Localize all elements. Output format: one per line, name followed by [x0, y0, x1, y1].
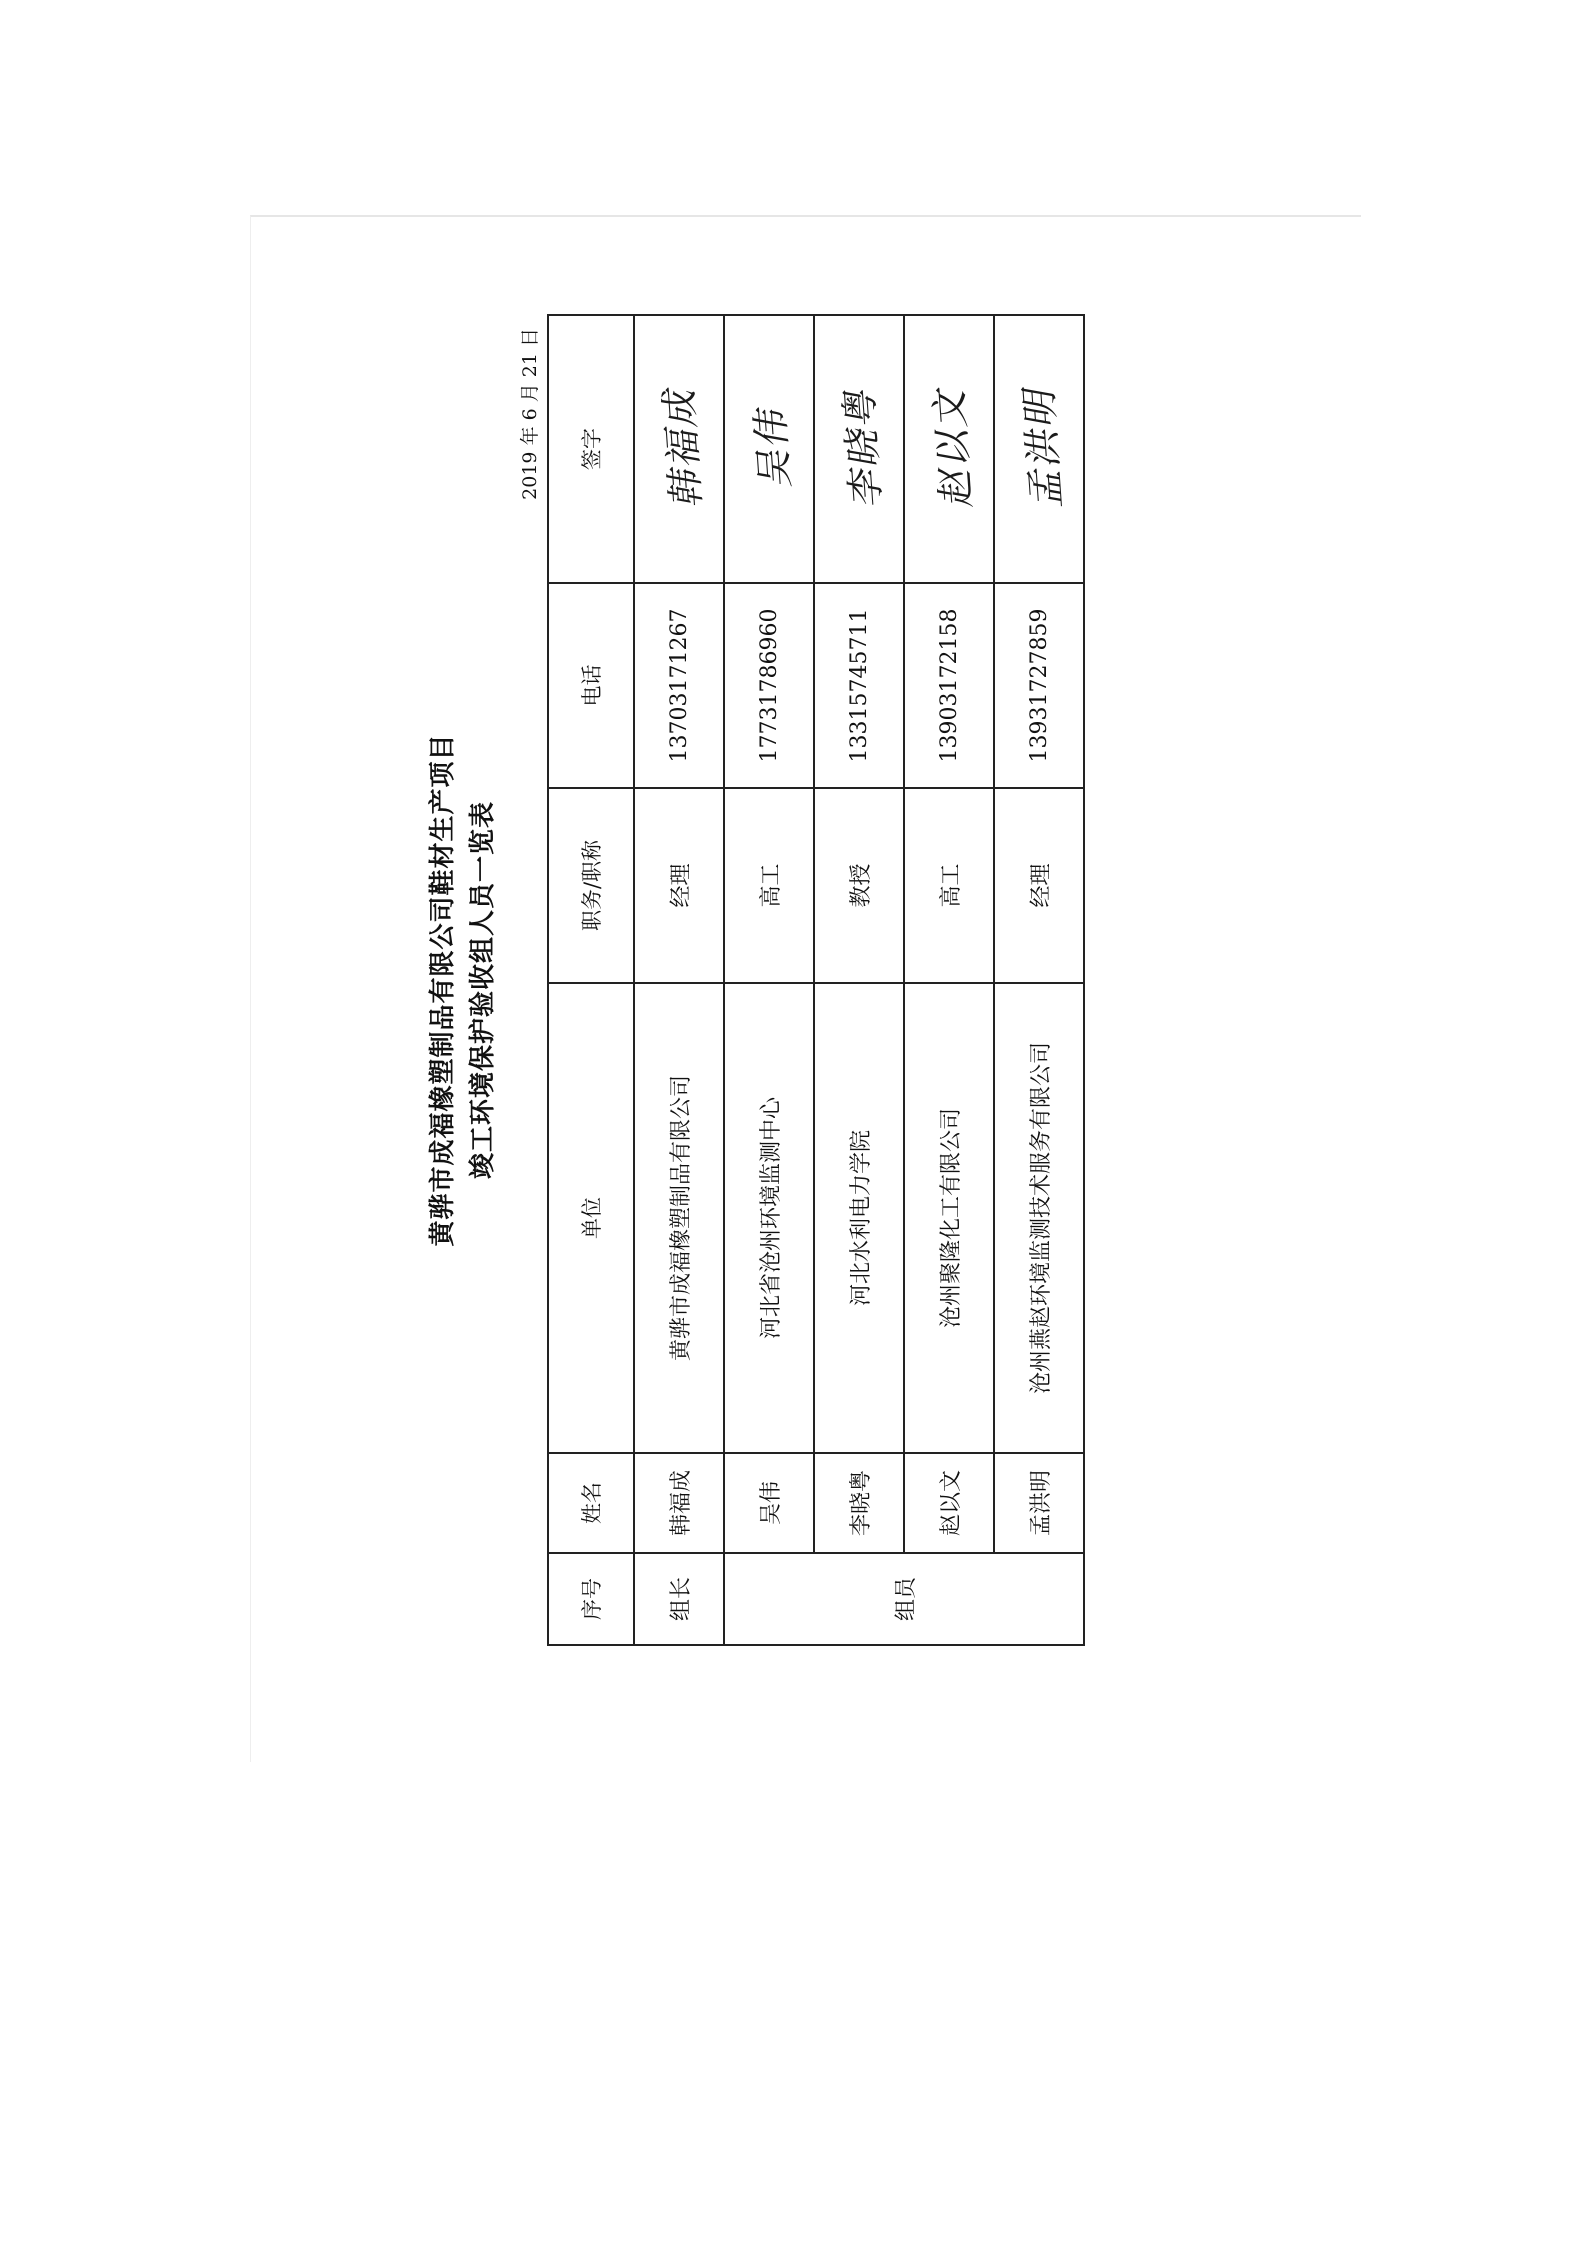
signature-cell: [724, 315, 814, 583]
handwritten-signature: 韩福成: [656, 387, 709, 511]
title-line-1: 黄骅市成福橡塑制品有限公司鞋材生产项目: [428, 733, 458, 1247]
rotated-document: [415, 310, 1155, 1670]
header-seq: 序号: [548, 1553, 634, 1645]
name-cell: 吴伟: [724, 1453, 814, 1553]
role-cell: 组员: [724, 1553, 1084, 1645]
table-row: [724, 315, 814, 1645]
name-cell: 李晓粤: [814, 1453, 904, 1553]
table-row: [634, 315, 724, 1645]
signature-cell: [634, 315, 724, 583]
table-row: [904, 315, 994, 1645]
document-title: [423, 310, 503, 1670]
header-post: 职务/职称: [548, 788, 634, 983]
phone-cell: 13903172158: [904, 583, 994, 788]
phone-cell: 13703171267: [634, 583, 724, 788]
role-cell: 组长: [634, 1553, 724, 1645]
table-header-row: [548, 315, 634, 1645]
phone-cell: 13315745711: [814, 583, 904, 788]
unit-cell: 黄骅市成福橡塑制品有限公司: [634, 983, 724, 1453]
header-phone: 电话: [548, 583, 634, 788]
phone-cell: 17731786960: [724, 583, 814, 788]
unit-cell: 河北省沧州环境监测中心: [724, 983, 814, 1453]
unit-cell: 沧州聚隆化工有限公司: [904, 983, 994, 1453]
unit-cell: 沧州燕赵环境监测技术服务有限公司: [994, 983, 1084, 1453]
document-date: 2019 年 6 月 21 日: [519, 328, 541, 500]
header-sign: 签字: [548, 315, 634, 583]
unit-cell: 河北水利电力学院: [814, 983, 904, 1453]
table-row: [814, 315, 904, 1645]
post-cell: 高工: [724, 788, 814, 983]
handwritten-signature: 孟洪明: [1016, 387, 1069, 511]
post-cell: 经理: [634, 788, 724, 983]
name-cell: 韩福成: [634, 1453, 724, 1553]
handwritten-signature: 赵以文: [926, 387, 979, 511]
signature-cell: [814, 315, 904, 583]
title-line-2: 竣工环境保护验收组人员一览表: [468, 801, 498, 1180]
post-cell: 经理: [994, 788, 1084, 983]
acceptance-team-table: [547, 314, 1085, 1646]
name-cell: 孟洪明: [994, 1453, 1084, 1553]
handwritten-signature: 吴伟: [747, 407, 798, 491]
header-name: 姓名: [548, 1453, 634, 1553]
handwritten-signature: 李晓粤: [836, 387, 889, 511]
header-unit: 单位: [548, 983, 634, 1453]
post-cell: 教授: [814, 788, 904, 983]
name-cell: 赵以文: [904, 1453, 994, 1553]
signature-cell: [994, 315, 1084, 583]
table-row: [994, 315, 1084, 1645]
post-cell: 高工: [904, 788, 994, 983]
signature-cell: [904, 315, 994, 583]
phone-cell: 13931727859: [994, 583, 1084, 788]
